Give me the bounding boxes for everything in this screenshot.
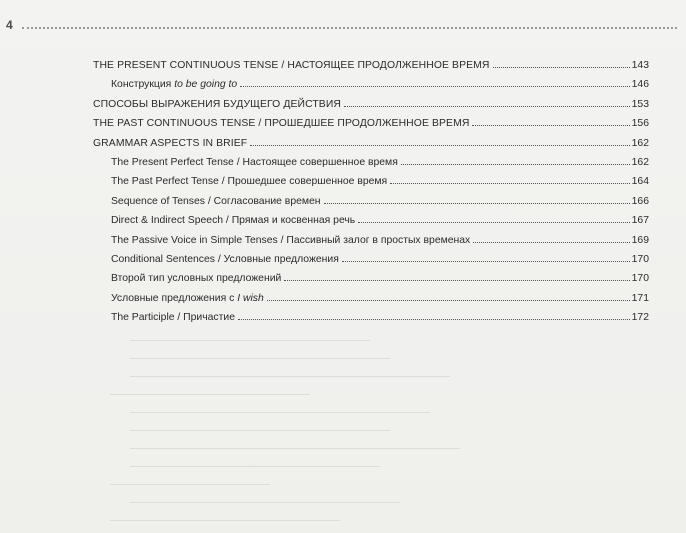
- dot-leader: [358, 222, 629, 223]
- dot-leader: [472, 125, 629, 126]
- toc-entry-title: [111, 79, 237, 90]
- dot-leader: [473, 242, 629, 243]
- toc-entry[interactable]: [93, 79, 649, 98]
- toc-entry-page: 167: [631, 215, 649, 227]
- toc-entry-page: 156: [631, 118, 649, 130]
- toc-entry-page: 162: [631, 156, 649, 168]
- toc-entry[interactable]: [93, 138, 649, 157]
- dot-leader: [267, 300, 630, 301]
- toc-entry-page: 169: [631, 234, 649, 246]
- dot-leader: [493, 67, 630, 68]
- toc-entry[interactable]: [93, 99, 649, 118]
- toc-entry[interactable]: [93, 273, 649, 292]
- toc-entry-title: Conditional Sentences / Условные предложения: [111, 253, 339, 265]
- toc-entry-title: The Passive Voice in Simple Tenses / Пассивный залог в простых временах: [111, 234, 471, 246]
- header-dotted-rule: [22, 27, 677, 29]
- toc-entry[interactable]: [93, 254, 649, 273]
- toc-entry[interactable]: [93, 215, 649, 234]
- toc-entry[interactable]: [93, 118, 649, 137]
- toc-entry-title-italic: to be going to: [174, 79, 238, 91]
- toc-entry[interactable]: [93, 196, 649, 215]
- toc-entry[interactable]: [93, 293, 649, 312]
- dot-leader: [390, 183, 629, 184]
- toc-entry-page: 143: [631, 60, 649, 71]
- toc-entry-title-text: Конструкция: [111, 79, 175, 91]
- dot-leader: [240, 86, 629, 87]
- toc-entry[interactable]: [93, 235, 649, 254]
- toc-entry-page: 170: [631, 253, 649, 265]
- toc-entry-title: Второй тип условных предложений: [111, 273, 282, 285]
- toc-entry-title-italic: I wish: [237, 292, 264, 304]
- toc-entry-page: 170: [631, 273, 649, 285]
- toc-entry[interactable]: [93, 176, 649, 195]
- dot-leader: [342, 261, 630, 262]
- toc-entry-title-text: Условные предложения с: [111, 292, 238, 304]
- toc-entry-title: THE PRESENT CONTINUOUS TENSE / НАСТОЯЩЕЕ ПРОДОЛЖЕННОЕ ВРЕМЯ: [93, 60, 490, 71]
- toc-entry-title: The Participle / Причастие: [111, 312, 235, 324]
- toc-entry-page: 164: [631, 176, 649, 188]
- toc-entry-page: 162: [631, 137, 649, 149]
- toc-entry-title: СПОСОБЫ ВЫРАЖЕНИЯ БУДУЩЕГО ДЕЙСТВИЯ: [93, 98, 341, 110]
- toc-entry[interactable]: [93, 60, 649, 79]
- toc-entry-title: GRAMMAR ASPECTS IN BRIEF: [93, 137, 248, 149]
- table-of-contents: [93, 60, 649, 331]
- toc-entry-title: Direct & Indirect Speech / Прямая и косвенная речь: [111, 215, 356, 227]
- toc-entry-page: 172: [631, 312, 649, 324]
- toc-entry-title: THE PAST CONTINUOUS TENSE / ПРОШЕДШЕЕ ПРОДОЛЖЕННОЕ ВРЕМЯ: [93, 118, 470, 130]
- toc-entry-page: 171: [631, 292, 649, 304]
- toc-entry[interactable]: [93, 312, 649, 331]
- toc-entry-title: [111, 293, 264, 304]
- dot-leader: [250, 145, 629, 146]
- toc-entry-title: The Present Perfect Tense / Настоящее совершенное время: [111, 156, 398, 168]
- toc-entry-page: 166: [631, 195, 649, 207]
- toc-entry-page: 146: [631, 79, 649, 91]
- dot-leader: [401, 164, 630, 165]
- toc-entry[interactable]: [93, 157, 649, 176]
- dot-leader: [324, 203, 630, 204]
- dot-leader: [238, 319, 630, 320]
- page-number: 4: [6, 18, 13, 32]
- toc-entry-title: Sequence of Tenses / Согласование времен: [111, 195, 321, 207]
- dot-leader: [284, 280, 629, 281]
- dot-leader: [344, 106, 630, 107]
- toc-entry-page: 153: [631, 98, 649, 110]
- toc-entry-title: The Past Perfect Tense / Прошедшее совершенное время: [111, 176, 388, 188]
